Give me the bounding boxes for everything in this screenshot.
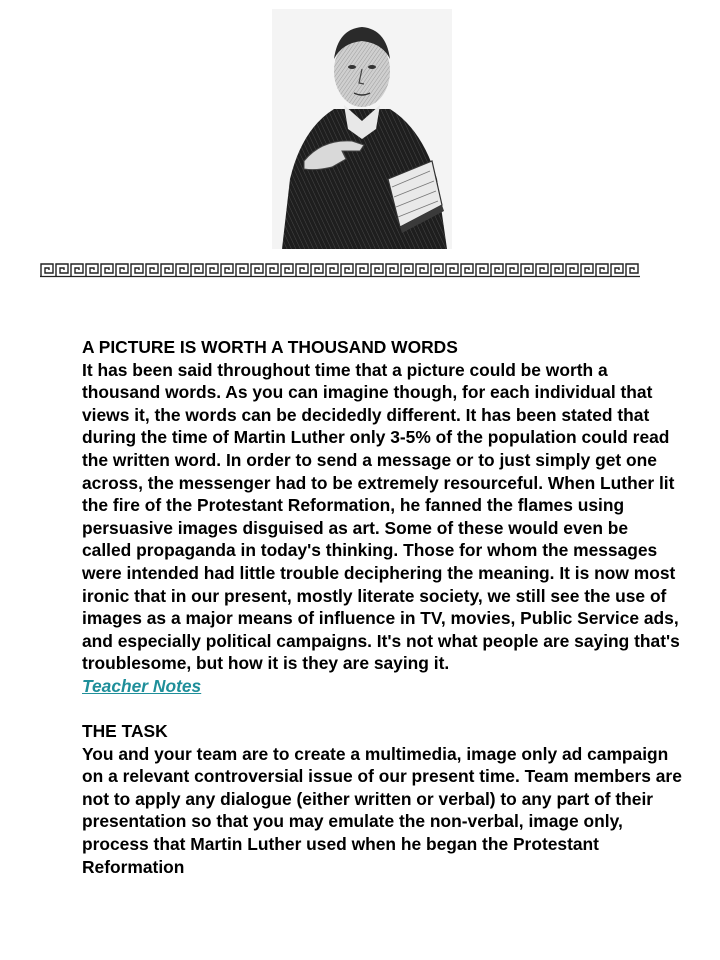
martin-luther-portrait [272, 9, 452, 249]
greek-key-unit [146, 264, 158, 276]
greek-key-unit [551, 264, 563, 276]
greek-key-unit [221, 264, 233, 276]
greek-key-unit [311, 264, 323, 276]
greek-key-unit [116, 264, 128, 276]
greek-key-unit [161, 264, 173, 276]
greek-key-unit [71, 264, 83, 276]
greek-key-unit [491, 264, 503, 276]
greek-key-border [40, 262, 640, 278]
greek-key-unit [521, 264, 533, 276]
main-content [82, 336, 682, 878]
greek-key-unit [101, 264, 113, 276]
greek-key-unit [266, 264, 278, 276]
portrait-engraving [272, 9, 452, 249]
greek-key-unit [356, 264, 368, 276]
greek-key-unit [416, 264, 428, 276]
greek-key-unit [176, 264, 188, 276]
greek-key-unit [371, 264, 383, 276]
greek-key-unit [596, 264, 608, 276]
greek-key-unit [296, 264, 308, 276]
greek-key-unit [476, 264, 488, 276]
greek-key-unit [611, 264, 623, 276]
greek-key-pattern [40, 262, 640, 278]
greek-key-unit [461, 264, 473, 276]
greek-key-unit [536, 264, 548, 276]
greek-key-unit [581, 264, 593, 276]
teacher-notes-link[interactable]: Teacher Notes [82, 675, 202, 696]
greek-key-unit [191, 264, 203, 276]
greek-key-unit [341, 264, 353, 276]
intro-heading: A PICTURE IS WORTH A THOUSAND WORDS [82, 337, 458, 357]
greek-key-unit [626, 264, 638, 276]
greek-key-unit [386, 264, 398, 276]
greek-key-unit [566, 264, 578, 276]
intro-paragraph: It has been said throughout time that a picture could be worth a thousand words. As you can imagine though, for each individual that views it, the words can be decidedly different. It has been stated that during the time of Martin Luther only 3-5% of the population could read the written word. In order to send a message or to just simply get one across, the messenger had to be extremely resourceful. When Luther lit the fire of the Protestant Reformation, he fanned the flames using persuasive images disguised as art. Some of these would even be called propaganda in today's thinking. Those for whom the messages were intended had little trouble deciphering the meaning. It is now most ironic that in our present, mostly literate society, we still see the use of images as a major means of influence in TV, movies, Public Service ads, and especially political campaigns. It's not what people are saying that's troublesome, but how it is they are saying it. [82, 359, 680, 674]
greek-key-unit [431, 264, 443, 276]
greek-key-unit [86, 264, 98, 276]
greek-key-unit [41, 264, 53, 276]
task-paragraph: You and your team are to create a multimedia, image only ad campaign on a relevant controversial issue of our present time. Team members are not to apply any dialogue (either written or verbal) to any part of their presentation so that you may emulate the non-verbal, image only, process that Martin Luther used when he began the Protestant Reformation [82, 743, 682, 877]
greek-key-unit [131, 264, 143, 276]
greek-key-unit [206, 264, 218, 276]
greek-key-unit [236, 264, 248, 276]
greek-key-unit [56, 264, 68, 276]
greek-key-unit [326, 264, 338, 276]
greek-key-unit [506, 264, 518, 276]
task-heading: THE TASK [82, 721, 168, 742]
section-spacer [82, 698, 682, 721]
greek-key-unit [281, 264, 293, 276]
greek-key-unit [401, 264, 413, 276]
greek-key-unit [446, 264, 458, 276]
greek-key-unit [251, 264, 263, 276]
